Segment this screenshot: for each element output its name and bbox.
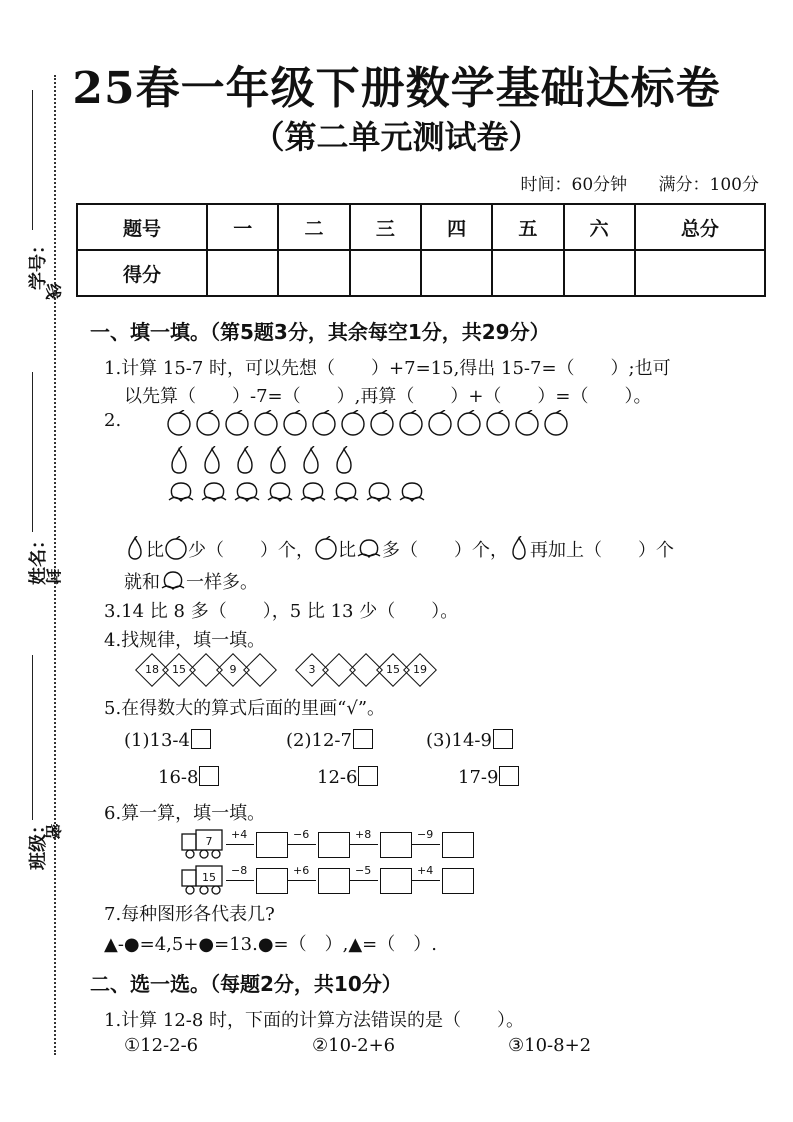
pear-icon [166, 446, 196, 474]
apple-icon [224, 410, 250, 436]
score-cell: 四 [421, 204, 492, 250]
q3: 3.14 比 8 多（ ），5 比 13 少（ ）。 [104, 601, 459, 622]
check-box[interactable] [358, 766, 378, 786]
s2-q1: 1.计算 12-8 时，下面的计算方法错误的是（ ）。 [104, 1010, 525, 1031]
pear-icon [265, 446, 295, 474]
peach-icon [356, 536, 382, 560]
apple-icon [514, 410, 540, 436]
q4: 4.找规律，填一填。 [104, 630, 266, 651]
apple-icon [543, 410, 569, 436]
score-input-cell[interactable] [278, 250, 349, 296]
train-arrow [226, 880, 254, 881]
q5-item-5 [317, 766, 378, 788]
pattern-value: 18 [145, 663, 159, 676]
pear-icon [232, 446, 262, 474]
score-cell: 三 [350, 204, 421, 250]
check-box[interactable] [191, 729, 211, 749]
train-answer-box[interactable] [442, 868, 474, 894]
score-table-score-row [77, 250, 765, 296]
train-operation: +6 [293, 864, 310, 877]
train-arrow [288, 844, 316, 845]
apple-icon [427, 410, 453, 436]
pattern-value: 15 [172, 663, 186, 676]
train-answer-box[interactable] [318, 832, 350, 858]
peach-icon [265, 480, 295, 504]
score-input-cell[interactable] [635, 250, 765, 296]
apple-icon [456, 410, 482, 436]
train-answer-box[interactable] [380, 832, 412, 858]
q5-item-3 [426, 729, 513, 751]
exam-full-score: 满分：100分 [658, 175, 759, 195]
apple-icon [369, 410, 395, 436]
apple-icon [340, 410, 366, 436]
section2-heading: 二、选一选。（每题2分，共10分） [90, 972, 402, 996]
q7: 7.每种图形各代表几? [104, 904, 275, 925]
pear-icon [199, 446, 229, 474]
apple-icon [311, 410, 337, 436]
pattern-value: 3 [308, 663, 316, 676]
peach-icon [232, 480, 262, 504]
apple-icon [164, 536, 188, 560]
train-start-value: 7 [205, 835, 213, 848]
q5-expr: (3)14-9 [426, 730, 492, 751]
student-no-label: 学号： [28, 236, 49, 290]
peach-icon [331, 480, 361, 504]
s2-option-3[interactable]: ③10-8+2 [508, 1035, 592, 1056]
q7-equation: ▲-●=4,5+●=13.●=（ ）,▲=（ ）. [104, 934, 437, 955]
q5-item-4 [158, 766, 219, 788]
q2-text-1: 比 [146, 540, 164, 561]
s2-option-2[interactable]: ②10-2+6 [312, 1035, 396, 1056]
peach-row [166, 480, 430, 508]
peach-icon [364, 480, 394, 504]
apple-icon [195, 410, 221, 436]
q2-text-4: 多（ ）个， [382, 540, 508, 561]
train-arrow [350, 844, 378, 845]
train-answer-box[interactable] [380, 868, 412, 894]
score-cell: 总分 [635, 204, 765, 250]
check-box[interactable] [353, 729, 373, 749]
peach-icon [397, 480, 427, 504]
score-input-cell[interactable] [207, 250, 278, 296]
score-input-cell[interactable] [421, 250, 492, 296]
apple-icon [166, 410, 192, 436]
pear-row [166, 446, 364, 478]
q1-line2: 以先算（ ）-7=（ ）,再算（ ）+（ ）=（ ）。 [124, 386, 652, 407]
q2-text-5: 再加上（ ）个 [530, 540, 674, 561]
score-input-cell[interactable] [350, 250, 421, 296]
exam-time: 时间：60分钟 [520, 175, 628, 195]
train-arrow [226, 844, 254, 845]
q1-line1: 1.计算 15-7 时，可以先想（ ）+7=15,得出 15-7=（ ）;也可 [104, 358, 671, 379]
q6: 6.算一算，填一填。 [104, 803, 266, 824]
check-box[interactable] [493, 729, 513, 749]
apple-icon [398, 410, 424, 436]
q2-line2-b: 一样多。 [186, 572, 258, 593]
check-box[interactable] [199, 766, 219, 786]
q5-expr: (2)12-7 [286, 730, 352, 751]
s2-option-1[interactable]: ①12-2-6 [124, 1035, 199, 1056]
q2-line2 [124, 568, 258, 594]
score-cell: 二 [278, 204, 349, 250]
name-label: 姓名： [28, 531, 49, 585]
pattern-value: 15 [386, 663, 400, 676]
seal-label-line: 线 [43, 283, 63, 300]
q2-text-3: 比 [338, 540, 356, 561]
q2-label: 2. [104, 410, 122, 431]
pear-icon [508, 536, 530, 560]
pattern-diamond[interactable] [243, 653, 277, 687]
q5-expr: (1)13-4 [124, 730, 190, 751]
train-operation: −5 [355, 864, 372, 877]
q5-item-2 [286, 729, 373, 751]
score-cell: 六 [564, 204, 635, 250]
class-label: 班级： [28, 816, 49, 870]
apple-icon [253, 410, 279, 436]
train-operation: +8 [355, 828, 372, 841]
train-arrow [412, 880, 440, 881]
peach-icon [298, 480, 328, 504]
q5-item-6 [458, 766, 519, 788]
q5-item-1 [124, 729, 211, 751]
exam-meta [495, 170, 760, 195]
train-answer-box[interactable] [256, 868, 288, 894]
seal-label-secret: 密 [43, 823, 63, 840]
page-title: 25春一年级下册数学基础达标卷 [72, 63, 721, 114]
score-input-cell[interactable] [564, 250, 635, 296]
train-operation: −8 [231, 864, 248, 877]
q2-text-2: 少（ ）个， [188, 540, 314, 561]
score-cell: 一 [207, 204, 278, 250]
pattern-value: 9 [229, 663, 237, 676]
q5-expr: 17-9 [458, 767, 499, 788]
pear-icon [331, 446, 361, 474]
train-answer-box[interactable] [442, 832, 474, 858]
train-operation: +4 [231, 828, 248, 841]
peach-icon [166, 480, 196, 504]
apple-row [166, 410, 572, 440]
train-operation: +4 [417, 864, 434, 877]
train-answer-box[interactable] [318, 868, 350, 894]
seal-label-seal: 封 [43, 568, 63, 585]
score-cell: 五 [492, 204, 563, 250]
q5: 5.在得数大的算式后面的里画“√”。 [104, 698, 386, 719]
train-arrow [288, 880, 316, 881]
apple-icon [314, 536, 338, 560]
peach-icon [199, 480, 229, 504]
apple-icon [282, 410, 308, 436]
q2-line1 [124, 536, 674, 562]
apple-icon [485, 410, 511, 436]
q5-expr: 12-6 [317, 767, 358, 788]
train-arrow [350, 880, 378, 881]
train-arrow [412, 844, 440, 845]
train-start-value: 15 [202, 871, 216, 884]
train-operation: −9 [417, 828, 434, 841]
peach-icon [160, 568, 186, 592]
train-answer-box[interactable] [256, 832, 288, 858]
score-input-cell[interactable] [492, 250, 563, 296]
page-subtitle: （第二单元测试卷） [252, 118, 541, 156]
score-table [76, 203, 766, 297]
pear-icon [298, 446, 328, 474]
section1-heading: 一、填一填。（第5题3分，其余每空1分，共29分） [90, 320, 550, 344]
q5-expr: 16-8 [158, 767, 199, 788]
name-line [32, 372, 33, 532]
score-cell: 题号 [77, 204, 207, 250]
pattern-value: 19 [413, 663, 427, 676]
class-line [32, 655, 33, 820]
q2-line2-a: 就和 [124, 572, 160, 593]
score-table-header-row [77, 204, 765, 250]
binding-line [54, 75, 56, 1055]
train-operation: −6 [293, 828, 310, 841]
score-cell: 得分 [77, 250, 207, 296]
check-box[interactable] [499, 766, 519, 786]
pear-icon [124, 536, 146, 560]
